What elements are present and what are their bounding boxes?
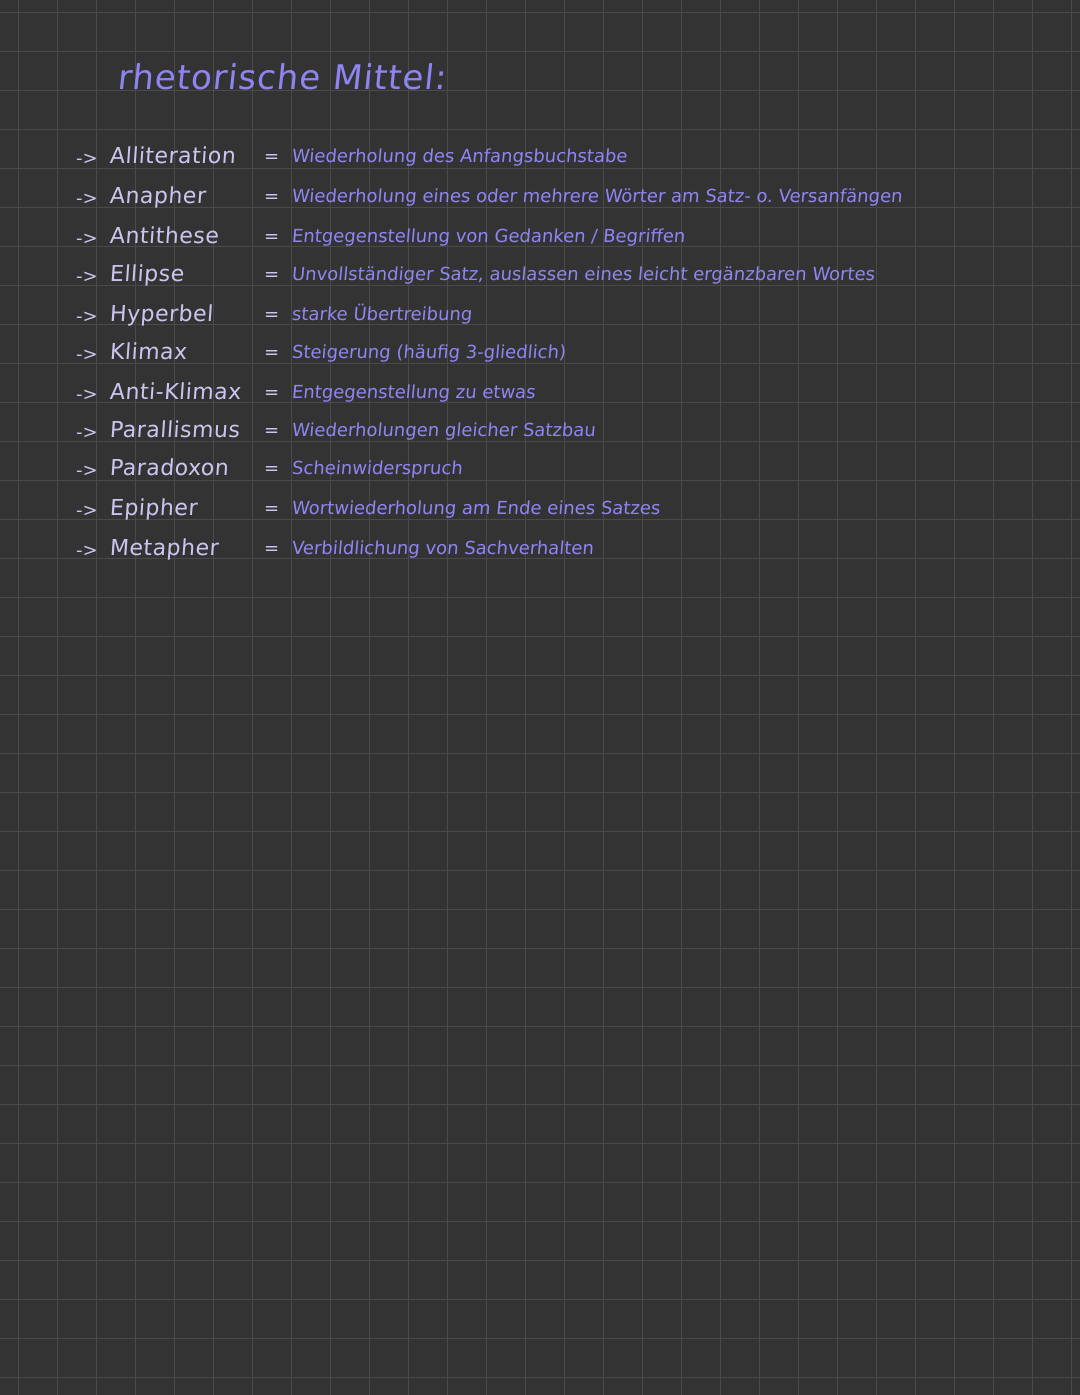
arrow-icon: ->: [76, 148, 98, 169]
device-definition: Unvollständiger Satz, auslassen eines leicht ergänzbaren Wortes: [291, 264, 876, 285]
list-item: [0, 340, 1080, 378]
equals-sign: =: [264, 458, 280, 479]
equals-sign: =: [264, 186, 280, 207]
device-term: Hyperbel: [109, 302, 215, 327]
device-definition: Entgegenstellung zu etwas: [291, 382, 537, 403]
device-definition: Wiederholungen gleicher Satzbau: [291, 420, 597, 441]
device-term: Metapher: [109, 536, 220, 561]
equals-sign: =: [264, 304, 280, 325]
device-term: Ellipse: [109, 262, 186, 287]
arrow-icon: ->: [76, 306, 98, 327]
equals-sign: =: [264, 382, 280, 403]
list-item: [0, 496, 1080, 534]
page-title: rhetorische Mittel:: [115, 58, 450, 98]
list-item: [0, 262, 1080, 300]
list-item: [0, 224, 1080, 262]
device-term: Epipher: [109, 496, 199, 521]
arrow-icon: ->: [76, 422, 98, 443]
equals-sign: =: [264, 342, 280, 363]
equals-sign: =: [264, 264, 280, 285]
device-definition: Wortwiederholung am Ende eines Satzes: [291, 498, 662, 519]
device-definition: starke Übertreibung: [291, 304, 474, 325]
list-item: [0, 418, 1080, 456]
arrow-icon: ->: [76, 188, 98, 209]
list-item: [0, 184, 1080, 222]
equals-sign: =: [264, 146, 280, 167]
list-item: [0, 456, 1080, 494]
arrow-icon: ->: [76, 500, 98, 521]
arrow-icon: ->: [76, 228, 98, 249]
device-term: Anapher: [109, 184, 208, 209]
device-definition: Verbildlichung von Sachverhalten: [291, 538, 595, 559]
equals-sign: =: [264, 226, 280, 247]
list-item: [0, 302, 1080, 340]
device-term: Anti-Klimax: [109, 380, 243, 405]
arrow-icon: ->: [76, 384, 98, 405]
device-term: Paradoxon: [109, 456, 231, 481]
list-item: [0, 380, 1080, 418]
equals-sign: =: [264, 538, 280, 559]
list-item: [0, 144, 1080, 182]
device-definition: Entgegenstellung von Gedanken / Begriffen: [291, 226, 687, 247]
arrow-icon: ->: [76, 266, 98, 287]
arrow-icon: ->: [76, 540, 98, 561]
device-definition: Steigerung (häufig 3-gliedlich): [291, 342, 567, 363]
device-term: Alliteration: [109, 144, 238, 169]
device-term: Antithese: [109, 224, 221, 249]
arrow-icon: ->: [76, 344, 98, 365]
device-definition: Scheinwiderspruch: [291, 458, 464, 479]
list-item: [0, 536, 1080, 574]
device-term: Klimax: [109, 340, 189, 365]
device-definition: Wiederholung eines oder mehrere Wörter am Satz- o. Versanfängen: [291, 186, 904, 207]
device-definition: Wiederholung des Anfangsbuchstabe: [291, 146, 629, 167]
equals-sign: =: [264, 498, 280, 519]
device-term: Parallismus: [109, 418, 242, 443]
arrow-icon: ->: [76, 460, 98, 481]
equals-sign: =: [264, 420, 280, 441]
